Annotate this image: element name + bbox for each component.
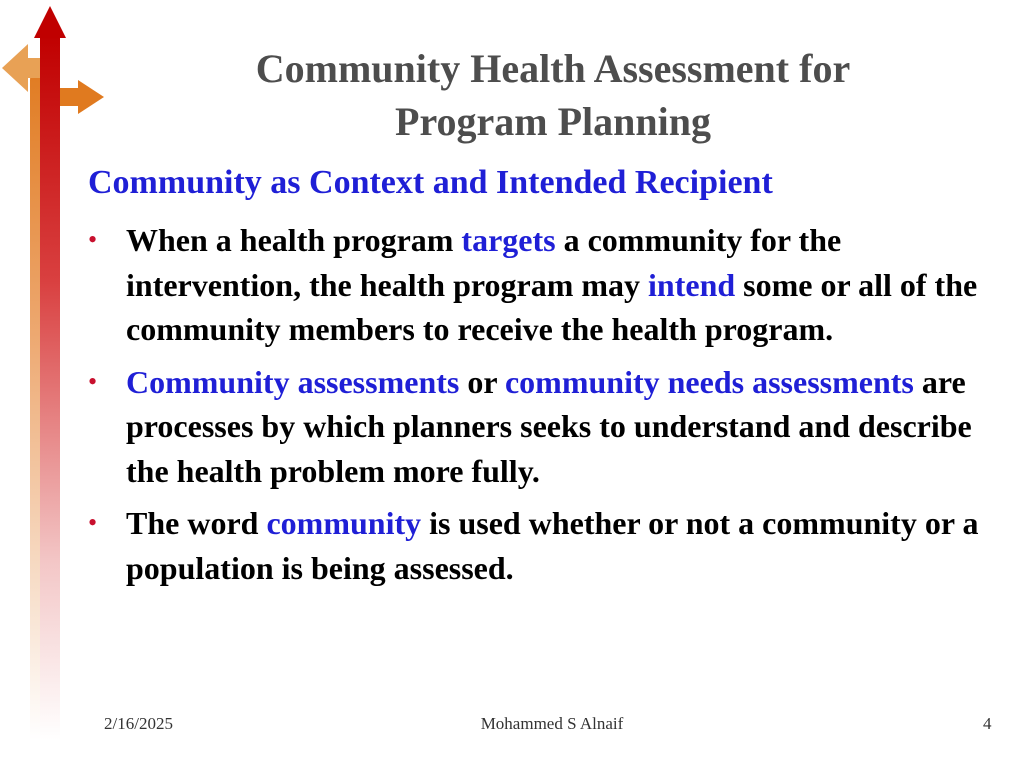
bullet-text: or (459, 363, 505, 400)
slide-number: 4 (983, 714, 992, 733)
bullet-text: The word (126, 505, 267, 541)
footer-author: Mohammed S Alnaif (480, 714, 624, 733)
bullet-text: When a health program (126, 222, 462, 258)
footer-date: 2/16/2025 (104, 714, 173, 733)
highlighted-term: Community assessments (126, 363, 460, 400)
bullet-text: some or all of the community members to receive the health program. (126, 266, 978, 347)
red-arrow-head (34, 6, 66, 38)
red-arrow-shaft (40, 34, 60, 740)
bullet-list (88, 218, 988, 598)
bullet-text: are processes by which planners seeks to understand and describe the health problem more fully. (126, 363, 972, 489)
highlighted-term: community needs assessments (504, 363, 914, 400)
bullet-item (88, 360, 988, 494)
bullet-item (88, 501, 988, 590)
slide-subheading: Community as Context and Intended Recipient (88, 164, 773, 201)
bullet-text: a community for the intervention, the health program may (126, 222, 842, 303)
bullet-icon: • (88, 225, 98, 254)
bullet-icon: • (88, 366, 98, 396)
slide-title (150, 42, 956, 148)
highlighted-term: community (266, 505, 422, 541)
bullet-item (88, 218, 988, 352)
slide-title-line-2: Program Planning (395, 99, 711, 144)
bullet-text: is used whether or not a community or a population is being assessed. (126, 505, 979, 586)
highlighted-term: targets (461, 222, 556, 258)
slide-title-line-1: Community Health Assessment for (255, 46, 851, 91)
highlighted-term: intend (648, 266, 736, 303)
bullet-icon: • (88, 508, 98, 537)
orange-arrow-right-head (78, 80, 104, 114)
